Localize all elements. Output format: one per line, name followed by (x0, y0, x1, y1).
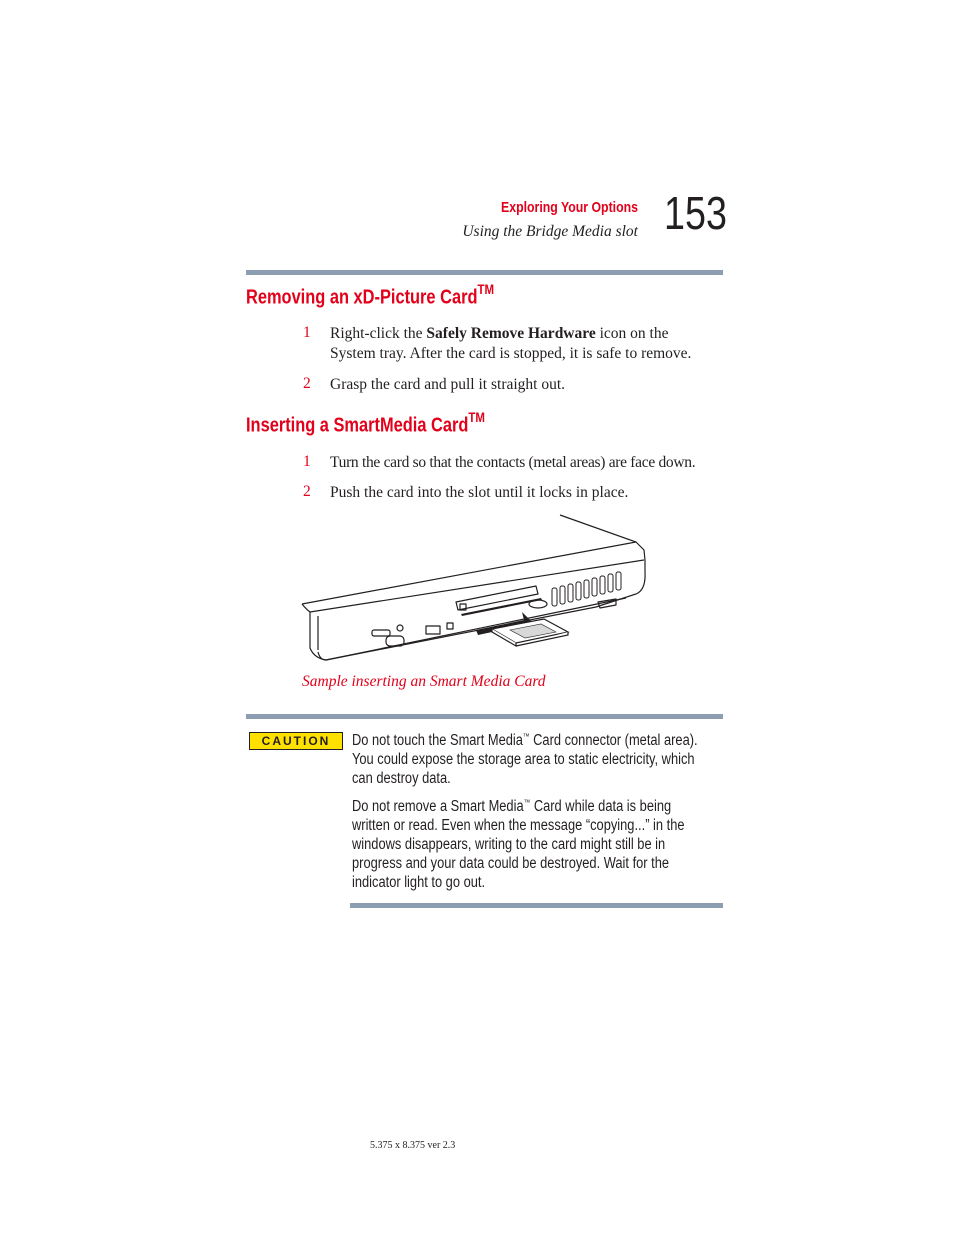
step-number: 1 (303, 453, 311, 470)
caution-paragraph-2: Do not remove a Smart Media™ Card while data is being written or read. Even when the message “copying...” in the windows disappears, writing to the card might still be in progress and your data could be destroyed. Wait for the indicator light to go out. (352, 798, 685, 892)
section-heading-inserting-smartmedia: Inserting a SmartMedia Card™ (246, 409, 485, 437)
step-number: 1 (303, 324, 311, 341)
step-text: Push the card into the slot until it locks in place. (330, 484, 629, 501)
step-number: 2 (303, 375, 311, 392)
step-text: Grasp the card and pull it straight out. (330, 376, 566, 393)
top-divider (246, 270, 723, 275)
running-header-section: Exploring Your Options (501, 199, 638, 216)
caution-bottom-divider (350, 903, 723, 908)
caution-badge: CAUTION (249, 732, 343, 750)
step-text: Turn the card so that the contacts (metal areas) are face down. (330, 454, 696, 471)
caution-paragraph-1: Do not touch the Smart Media™ Card connector (metal area). You could expose the storage area to static electricity, which can destroy data. (352, 732, 698, 788)
figure-caption: Sample inserting an Smart Media Card (302, 673, 546, 690)
page-footer: 5.375 x 8.375 ver 2.3 (370, 1140, 456, 1151)
step-number: 2 (303, 483, 311, 500)
section-heading-removing-xd: Removing an xD-Picture Card™ (246, 281, 495, 309)
running-header-subsection: Using the Bridge Media slot (462, 223, 638, 240)
safely-remove-hardware-term: Safely Remove Hardware (426, 325, 596, 342)
page-number: 153 (664, 187, 727, 239)
laptop-smartmedia-illustration (296, 512, 656, 667)
caution-top-divider (246, 714, 723, 719)
step-text: Right-click the Safely Remove Hardware icon on the System tray. After the card is stopped, it is safe to remove. (330, 325, 692, 362)
